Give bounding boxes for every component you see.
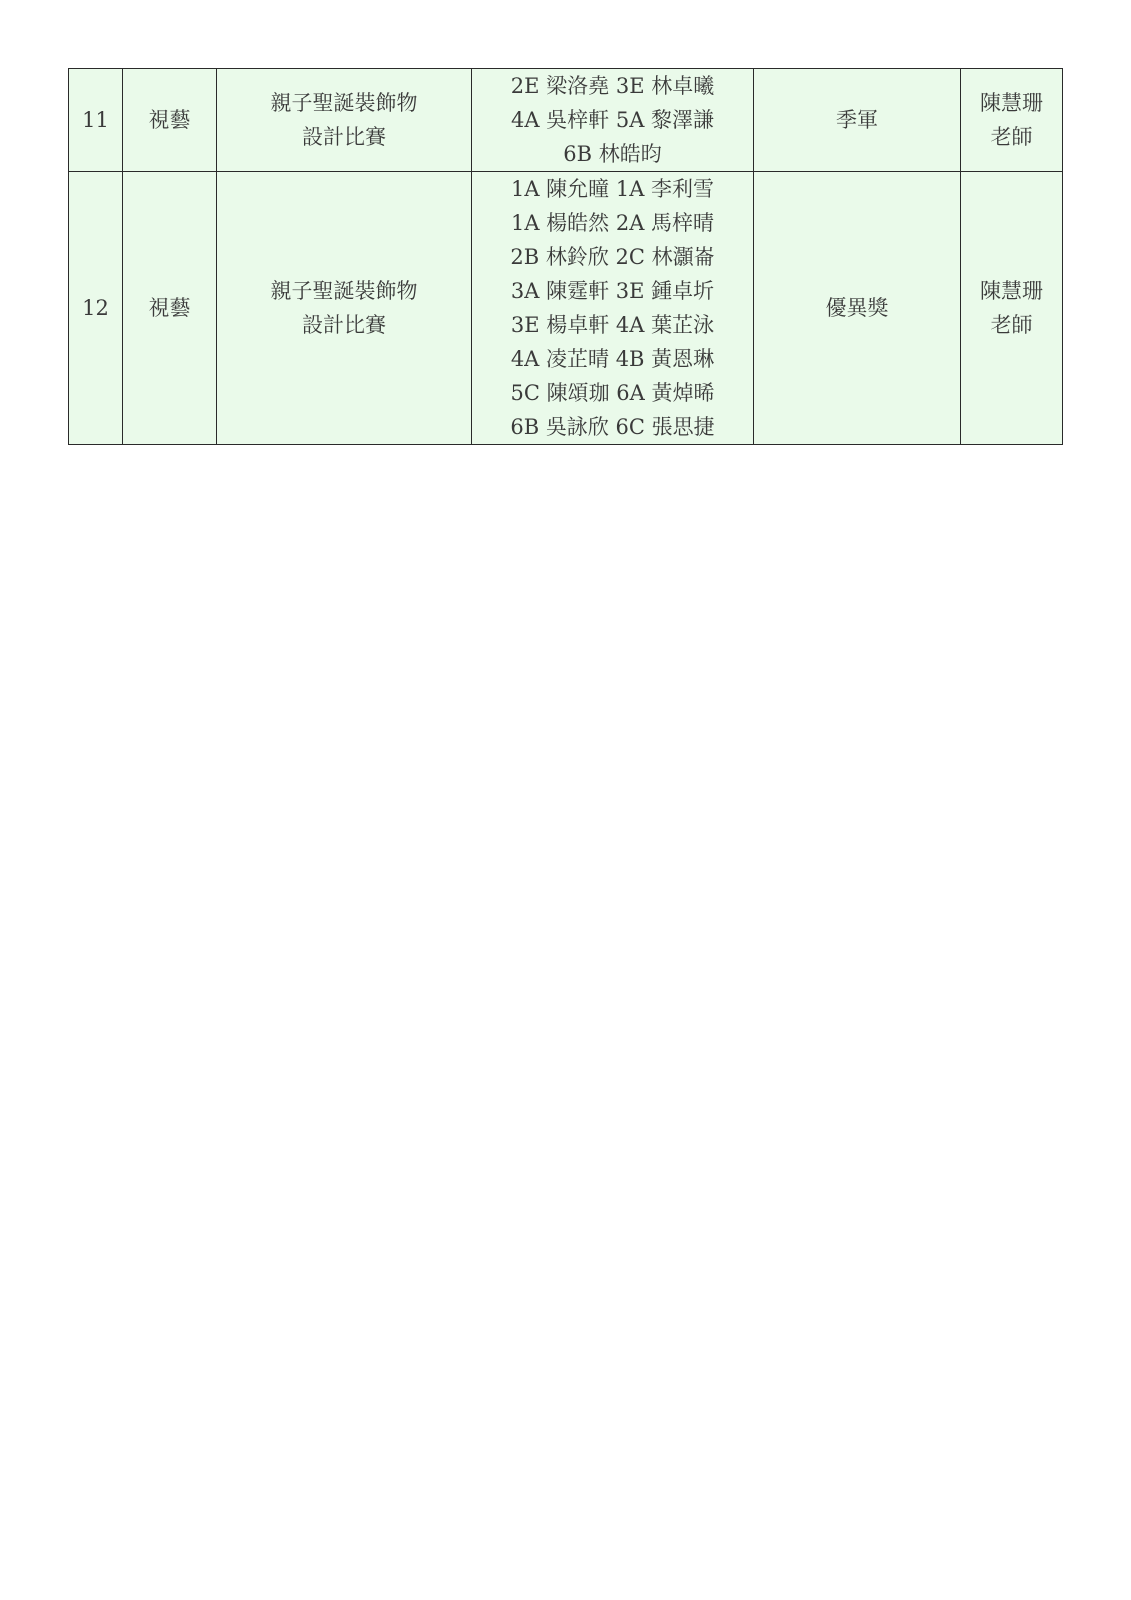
award: 優異獎 bbox=[825, 296, 889, 320]
competition-cell bbox=[217, 69, 472, 172]
student-line: 6B 吳詠欣 6C 張思捷 bbox=[510, 415, 715, 439]
row-number-cell bbox=[69, 69, 123, 172]
category-cell bbox=[123, 172, 217, 445]
award-cell bbox=[754, 69, 961, 172]
row-number-cell bbox=[69, 172, 123, 445]
row-number: 11 bbox=[82, 108, 109, 132]
student-line: 4A 凌芷晴 4B 黃恩琳 bbox=[510, 347, 715, 371]
students-cell bbox=[472, 69, 754, 172]
student-line: 3E 楊卓軒 4A 葉芷泳 bbox=[510, 313, 715, 337]
student-line: 1A 陳允曈 1A 李利雪 bbox=[510, 177, 715, 201]
competition-line: 親子聖誕裝飾物 bbox=[270, 91, 418, 115]
student-line: 6B 林皓昀 bbox=[563, 142, 662, 166]
student-line: 2E 梁洛堯 3E 林卓曦 bbox=[510, 74, 715, 98]
competition-line: 親子聖誕裝飾物 bbox=[270, 279, 418, 303]
teacher-line: 陳慧珊 bbox=[980, 279, 1043, 303]
category-cell bbox=[123, 69, 217, 172]
student-line: 3A 陳霆軒 3E 鍾卓圻 bbox=[510, 279, 715, 303]
award-cell bbox=[754, 172, 961, 445]
table-row bbox=[69, 172, 1063, 445]
row-number: 12 bbox=[82, 296, 109, 320]
teacher-cell bbox=[961, 69, 1063, 172]
student-line: 4A 吳梓軒 5A 黎澤謙 bbox=[510, 108, 715, 132]
competition-line: 設計比賽 bbox=[302, 313, 386, 337]
students-cell bbox=[472, 172, 754, 445]
award: 季軍 bbox=[836, 108, 878, 132]
competition-cell bbox=[217, 172, 472, 445]
category: 視藝 bbox=[148, 296, 191, 320]
competition-line: 設計比賽 bbox=[302, 125, 386, 149]
teacher-line: 老師 bbox=[990, 125, 1033, 149]
teacher-line: 老師 bbox=[990, 313, 1033, 337]
student-line: 1A 楊皓然 2A 馬梓晴 bbox=[510, 211, 715, 235]
teacher-line: 陳慧珊 bbox=[980, 91, 1043, 115]
awards-table bbox=[68, 68, 1063, 445]
category: 視藝 bbox=[148, 108, 191, 132]
student-line: 2B 林鈴欣 2C 林灝崙 bbox=[510, 245, 715, 269]
student-line: 5C 陳頌珈 6A 黃焯晞 bbox=[510, 381, 715, 405]
teacher-cell bbox=[961, 172, 1063, 445]
table-row bbox=[69, 69, 1063, 172]
